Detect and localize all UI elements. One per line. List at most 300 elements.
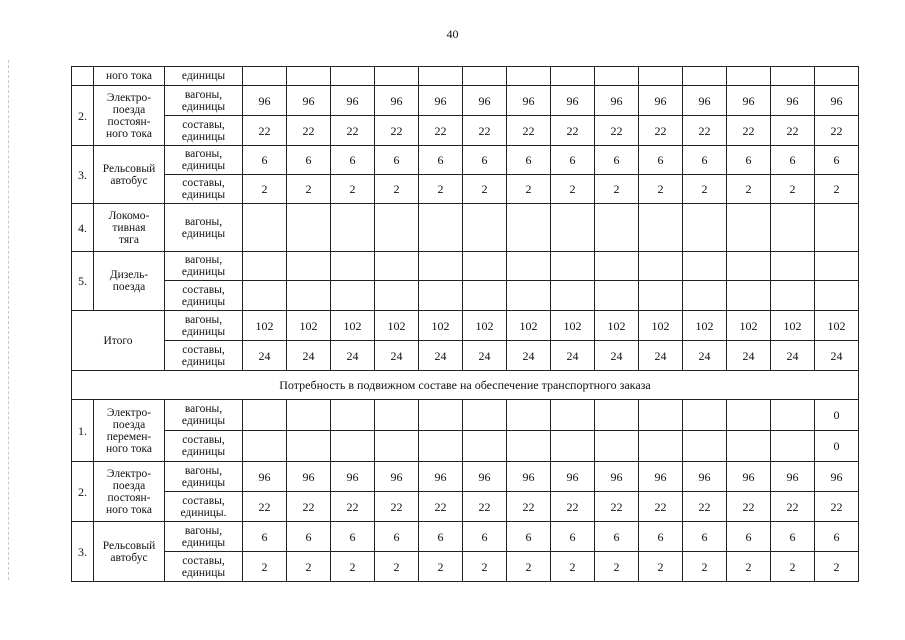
value-cell <box>287 552 331 582</box>
value-cell-text: 102 <box>607 318 626 333</box>
value-cell-text: 102 <box>827 318 846 333</box>
value-cell <box>463 204 507 252</box>
value-cell <box>287 400 331 431</box>
value-cell <box>815 552 859 582</box>
top-row <box>72 281 859 311</box>
value-cell <box>507 341 551 371</box>
value-cell <box>551 341 595 371</box>
vehicle-type <box>94 400 165 462</box>
value-cell <box>243 431 287 462</box>
value-cell-text: 22 <box>786 499 799 514</box>
value-cell-text: 96 <box>654 93 667 108</box>
value-cell-text: 0 <box>833 439 840 453</box>
value-cell-text: 96 <box>698 469 711 484</box>
value-cell <box>287 311 331 341</box>
unit-label <box>165 204 243 252</box>
value-cell <box>771 400 815 431</box>
value-cell <box>463 522 507 552</box>
unit-label-text: вагоны, единицы <box>181 148 226 172</box>
value-cell-text: 6 <box>349 529 356 544</box>
value-cell <box>595 311 639 341</box>
value-cell-text: 2 <box>613 182 620 196</box>
value-cell-text: 6 <box>261 153 268 167</box>
value-cell-text: 22 <box>522 123 535 138</box>
value-cell-text: 6 <box>657 153 664 167</box>
value-cell <box>375 67 419 86</box>
value-cell-text: 96 <box>302 93 315 108</box>
value-cell <box>771 175 815 204</box>
value-cell-text: 96 <box>434 93 447 108</box>
value-cell <box>287 116 331 146</box>
section-header <box>72 371 859 400</box>
value-cell <box>243 204 287 252</box>
value-cell <box>507 252 551 281</box>
value-cell <box>551 400 595 431</box>
value-cell <box>727 522 771 552</box>
value-cell <box>771 204 815 252</box>
value-cell <box>551 204 595 252</box>
unit-label <box>165 281 243 311</box>
value-cell <box>243 116 287 146</box>
value-cell-text: 2 <box>613 559 620 574</box>
value-cell <box>595 116 639 146</box>
row-number-text: 1. <box>78 423 87 438</box>
value-cell <box>287 492 331 522</box>
value-cell <box>331 431 375 462</box>
value-cell <box>419 67 463 86</box>
value-cell <box>683 281 727 311</box>
value-cell-text: 2 <box>349 559 356 574</box>
value-cell-text: 22 <box>478 123 491 138</box>
value-cell <box>727 86 771 116</box>
unit-label-text: вагоны, единицы <box>181 464 226 489</box>
value-cell <box>463 67 507 86</box>
value-cell <box>727 175 771 204</box>
value-cell-text: 22 <box>698 123 711 138</box>
value-cell <box>375 252 419 281</box>
row-number <box>72 67 94 86</box>
value-cell-text: 2 <box>437 182 444 196</box>
value-cell <box>331 175 375 204</box>
value-cell <box>771 341 815 371</box>
total-row <box>72 341 859 371</box>
value-cell-text: 2 <box>833 559 840 574</box>
value-cell <box>243 400 287 431</box>
value-cell <box>419 252 463 281</box>
value-cell <box>683 86 727 116</box>
value-cell <box>683 116 727 146</box>
value-cell <box>331 252 375 281</box>
value-cell <box>639 400 683 431</box>
value-cell <box>727 341 771 371</box>
vehicle-type-text: ного тока <box>105 70 153 82</box>
row-number-text: 4. <box>78 220 87 235</box>
value-cell <box>639 146 683 175</box>
value-cell <box>419 175 463 204</box>
value-cell <box>243 86 287 116</box>
value-cell <box>639 86 683 116</box>
unit-label <box>165 116 243 146</box>
value-cell-text: 96 <box>610 469 623 484</box>
value-cell <box>243 492 287 522</box>
value-cell <box>287 146 331 175</box>
vehicle-type-text: Электро- поезда постоян- ного тока <box>105 91 153 140</box>
value-cell <box>243 522 287 552</box>
value-cell <box>507 522 551 552</box>
value-cell <box>683 492 727 522</box>
value-cell <box>639 252 683 281</box>
value-cell <box>727 116 771 146</box>
value-cell <box>375 311 419 341</box>
value-cell-text: 6 <box>437 529 444 544</box>
value-cell <box>639 311 683 341</box>
value-cell <box>243 311 287 341</box>
value-cell <box>419 204 463 252</box>
value-cell-text: 24 <box>302 348 315 363</box>
value-cell-text: 24 <box>522 348 535 363</box>
value-cell-text: 24 <box>830 348 843 363</box>
value-cell-text: 6 <box>789 153 796 167</box>
unit-label <box>165 146 243 175</box>
value-cell <box>419 146 463 175</box>
value-cell <box>287 462 331 492</box>
value-cell <box>551 311 595 341</box>
value-cell <box>595 204 639 252</box>
value-cell-text: 6 <box>481 529 488 544</box>
value-cell <box>243 252 287 281</box>
value-cell <box>727 462 771 492</box>
value-cell <box>375 431 419 462</box>
value-cell <box>639 462 683 492</box>
row-number-text: 3. <box>78 544 87 559</box>
value-cell <box>595 252 639 281</box>
value-cell-text: 102 <box>387 318 406 333</box>
value-cell-text: 6 <box>613 153 620 167</box>
value-cell-text: 6 <box>349 153 356 167</box>
value-cell <box>595 175 639 204</box>
value-cell <box>375 552 419 582</box>
value-cell <box>331 204 375 252</box>
unit-label <box>165 552 243 582</box>
row-number <box>72 204 94 252</box>
value-cell-text: 24 <box>566 348 579 363</box>
value-cell <box>287 67 331 86</box>
value-cell-text: 6 <box>745 153 752 167</box>
value-cell <box>595 431 639 462</box>
value-cell <box>463 341 507 371</box>
unit-label-text: составы, единицы <box>181 177 226 201</box>
value-cell <box>375 492 419 522</box>
value-cell <box>243 552 287 582</box>
value-cell <box>551 552 595 582</box>
value-cell-text: 6 <box>393 529 400 544</box>
value-cell-text: 24 <box>478 348 491 363</box>
value-cell <box>815 252 859 281</box>
value-cell <box>287 431 331 462</box>
value-cell-text: 0 <box>833 408 840 422</box>
row-number <box>72 522 94 582</box>
value-cell <box>287 252 331 281</box>
value-cell <box>595 522 639 552</box>
top-row <box>72 175 859 204</box>
value-cell-text: 6 <box>525 529 532 544</box>
total-row <box>72 311 859 341</box>
row-number <box>72 462 94 522</box>
value-cell <box>771 431 815 462</box>
value-cell-text: 6 <box>261 529 268 544</box>
value-cell-text: 6 <box>701 529 708 544</box>
value-cell <box>287 522 331 552</box>
value-cell <box>243 462 287 492</box>
value-cell <box>551 146 595 175</box>
value-cell <box>639 492 683 522</box>
unit-label-text: вагоны, единицы <box>181 403 226 427</box>
value-cell-text: 24 <box>786 348 799 363</box>
value-cell-text: 6 <box>481 153 488 167</box>
value-cell <box>683 431 727 462</box>
unit-label-text: вагоны, единицы <box>181 88 226 113</box>
value-cell <box>463 146 507 175</box>
value-cell <box>331 146 375 175</box>
margin-rule <box>8 60 9 580</box>
unit-label <box>165 522 243 552</box>
value-cell <box>419 311 463 341</box>
value-cell-text: 96 <box>346 93 359 108</box>
value-cell-text: 96 <box>830 93 843 108</box>
value-cell <box>815 431 859 462</box>
value-cell <box>727 67 771 86</box>
row-number-text: 3. <box>78 167 87 182</box>
row-number-text: 2. <box>78 484 87 499</box>
unit-label-text: единицы <box>181 70 226 82</box>
value-cell-text: 6 <box>657 529 664 544</box>
value-cell <box>287 341 331 371</box>
value-cell <box>463 86 507 116</box>
value-cell-text: 22 <box>346 123 359 138</box>
value-cell-text: 6 <box>569 529 576 544</box>
value-cell-text: 22 <box>610 123 623 138</box>
value-cell <box>771 146 815 175</box>
value-cell-text: 2 <box>745 559 752 574</box>
value-cell <box>551 116 595 146</box>
vehicle-type <box>94 462 165 522</box>
value-cell <box>683 67 727 86</box>
value-cell <box>771 67 815 86</box>
value-cell-text: 96 <box>390 93 403 108</box>
value-cell <box>595 67 639 86</box>
vehicle-type-text: Дизель- поезда <box>109 269 149 293</box>
value-cell <box>771 116 815 146</box>
value-cell <box>375 146 419 175</box>
value-cell-text: 96 <box>742 93 755 108</box>
value-cell-text: 22 <box>654 123 667 138</box>
value-cell-text: 22 <box>698 499 711 514</box>
top-row <box>72 67 859 86</box>
unit-label-text: составы, единицы <box>181 283 226 308</box>
value-cell-text: 2 <box>305 559 312 574</box>
value-cell-text: 22 <box>258 123 271 138</box>
value-cell <box>815 462 859 492</box>
value-cell <box>375 204 419 252</box>
value-cell-text: 2 <box>261 182 268 196</box>
value-cell <box>287 281 331 311</box>
value-cell <box>771 281 815 311</box>
value-cell <box>507 462 551 492</box>
value-cell-text: 22 <box>258 499 271 514</box>
value-cell <box>683 552 727 582</box>
page-number: 40 <box>446 27 459 41</box>
value-cell-text: 22 <box>742 499 755 514</box>
value-cell <box>331 341 375 371</box>
value-cell <box>551 281 595 311</box>
value-cell <box>463 552 507 582</box>
value-cell <box>463 281 507 311</box>
value-cell-text: 22 <box>786 123 799 138</box>
unit-label <box>165 492 243 522</box>
value-cell <box>639 431 683 462</box>
value-cell-text: 102 <box>519 318 538 333</box>
value-cell-text: 2 <box>481 559 488 574</box>
value-cell-text: 102 <box>695 318 714 333</box>
unit-label-text: вагоны, единицы <box>181 254 226 278</box>
value-cell <box>331 552 375 582</box>
value-cell-text: 6 <box>701 153 708 167</box>
unit-label-text: составы, единицы <box>181 343 226 368</box>
value-cell <box>331 67 375 86</box>
value-cell-text: 96 <box>786 469 799 484</box>
value-cell-text: 2 <box>393 182 400 196</box>
value-cell <box>375 116 419 146</box>
value-cell-text: 2 <box>437 559 444 574</box>
unit-label-text: вагоны, единицы <box>181 524 226 549</box>
value-cell-text: 22 <box>830 123 843 138</box>
value-cell-text: 96 <box>478 93 491 108</box>
bottom-row <box>72 492 859 522</box>
value-cell <box>639 204 683 252</box>
value-cell-text: 6 <box>305 153 312 167</box>
row-number <box>72 252 94 311</box>
value-cell-text: 22 <box>302 123 315 138</box>
vehicle-type <box>94 86 165 146</box>
value-cell <box>507 431 551 462</box>
value-cell <box>771 522 815 552</box>
value-cell <box>595 146 639 175</box>
value-cell <box>419 116 463 146</box>
value-cell-text: 96 <box>610 93 623 108</box>
value-cell <box>507 552 551 582</box>
value-cell-text: 96 <box>566 93 579 108</box>
value-cell-text: 2 <box>349 182 356 196</box>
value-cell <box>375 86 419 116</box>
value-cell <box>243 146 287 175</box>
value-cell-text: 6 <box>789 529 796 544</box>
value-cell <box>771 492 815 522</box>
bottom-row <box>72 462 859 492</box>
value-cell <box>727 311 771 341</box>
value-cell <box>243 281 287 311</box>
total-label <box>72 311 165 371</box>
value-cell-text: 24 <box>434 348 447 363</box>
value-cell <box>463 400 507 431</box>
value-cell <box>815 400 859 431</box>
value-cell <box>507 86 551 116</box>
value-cell-text: 6 <box>745 529 752 544</box>
row-number-text: 2. <box>78 108 87 123</box>
value-cell <box>595 462 639 492</box>
value-cell-text: 22 <box>742 123 755 138</box>
value-cell <box>639 281 683 311</box>
value-cell-text: 24 <box>258 348 271 363</box>
value-cell-text: 2 <box>833 182 840 196</box>
vehicle-type <box>94 522 165 582</box>
value-cell-text: 102 <box>651 318 670 333</box>
value-cell <box>727 552 771 582</box>
value-cell-text: 96 <box>830 469 843 484</box>
value-cell-text: 22 <box>566 123 579 138</box>
value-cell-text: 2 <box>569 182 576 196</box>
top-row <box>72 146 859 175</box>
value-cell <box>551 175 595 204</box>
value-cell <box>639 116 683 146</box>
value-cell-text: 2 <box>657 182 664 196</box>
value-cell <box>331 462 375 492</box>
value-cell-text: 2 <box>261 559 268 574</box>
value-cell-text: 24 <box>654 348 667 363</box>
value-cell <box>551 431 595 462</box>
value-cell-text: 2 <box>393 559 400 574</box>
value-cell-text: 24 <box>742 348 755 363</box>
value-cell <box>683 175 727 204</box>
value-cell <box>243 67 287 86</box>
value-cell <box>683 252 727 281</box>
value-cell <box>375 281 419 311</box>
value-cell <box>463 462 507 492</box>
value-cell <box>507 175 551 204</box>
value-cell <box>331 116 375 146</box>
section-header-text: Потребность в подвижном составе на обеспечение транспортного заказа <box>279 378 651 392</box>
value-cell <box>463 116 507 146</box>
value-cell <box>815 86 859 116</box>
value-cell-text: 96 <box>786 93 799 108</box>
value-cell <box>375 341 419 371</box>
value-cell <box>683 341 727 371</box>
value-cell <box>419 281 463 311</box>
value-cell <box>595 552 639 582</box>
value-cell <box>639 341 683 371</box>
value-cell <box>243 175 287 204</box>
bottom-row <box>72 431 859 462</box>
value-cell <box>287 86 331 116</box>
section-header-row <box>72 371 859 400</box>
value-cell <box>771 252 815 281</box>
unit-label <box>165 462 243 492</box>
value-cell-text: 2 <box>481 182 488 196</box>
value-cell-text: 2 <box>701 182 708 196</box>
vehicle-type-text: Электро- поезда постоян- ного тока <box>105 467 153 516</box>
value-cell <box>595 400 639 431</box>
value-cell <box>683 522 727 552</box>
value-cell <box>771 86 815 116</box>
value-cell <box>727 146 771 175</box>
value-cell <box>595 492 639 522</box>
value-cell <box>507 311 551 341</box>
vehicle-type <box>94 204 165 252</box>
unit-label <box>165 252 243 281</box>
bottom-row <box>72 522 859 552</box>
row-number-text: 5. <box>78 274 87 288</box>
unit-label <box>165 431 243 462</box>
value-cell <box>815 175 859 204</box>
